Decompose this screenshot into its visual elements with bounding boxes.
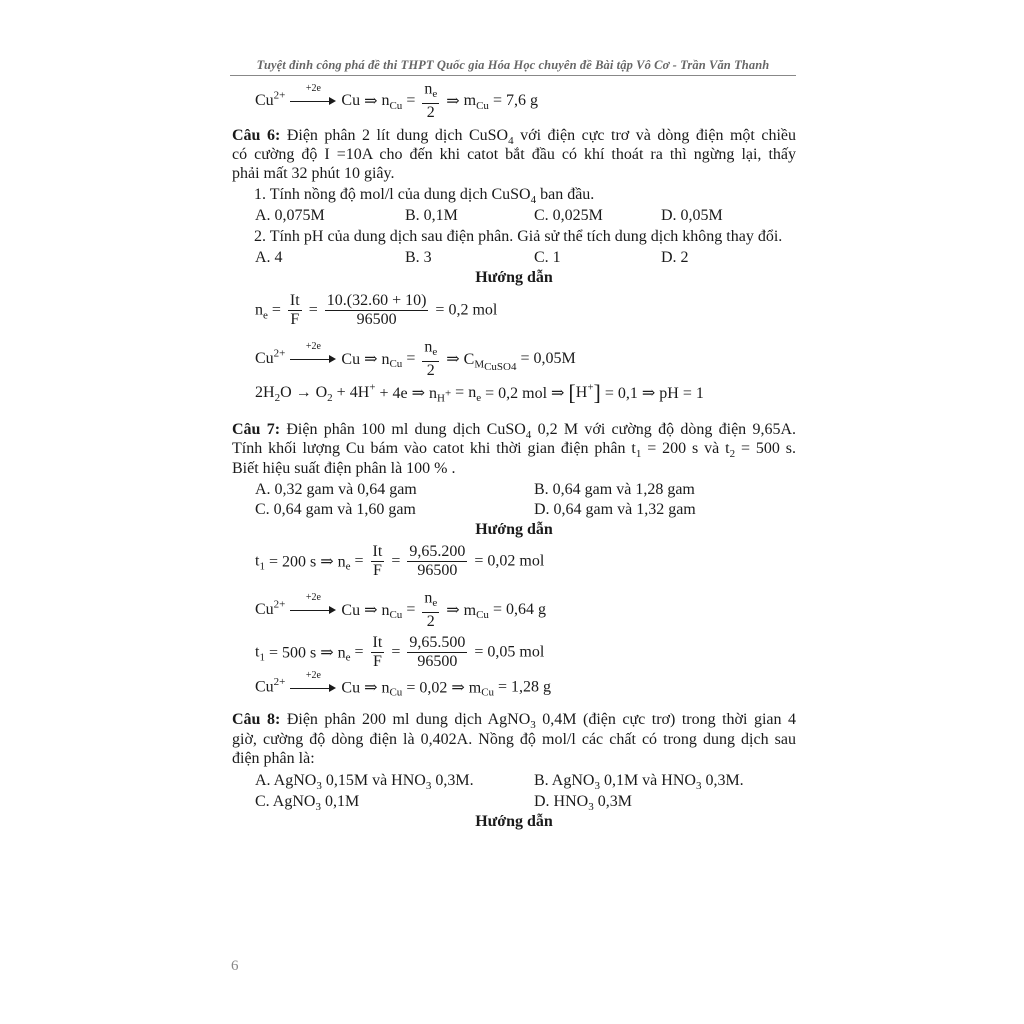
q6-opt-b: B. 0,1M [405, 207, 458, 224]
q7-opt-d: D. 0,64 gam và 1,32 gam [534, 501, 696, 518]
q7-opt-a: A. 0,32 gam và 0,64 gam [255, 481, 417, 498]
q7-eq-m1: $Cu^{2+}$ +2e Cu ⇒ $n_{Cu}$ = $\frac{n_e}{2}$ ⇒ $m_{Cu} = 0,64$ g [255, 589, 546, 631]
q6-line2: có cường độ I =10A cho đến khi catot bắt đầu có khí thoát ra thì ngừng lại, thấy [232, 146, 796, 163]
q8-line1: Câu 8: Điện phân 200 ml dung dịch AgNO$_3$ 0,4M (điện cực trơ) trong thời gian 4 [232, 711, 797, 732]
q6-sub1: 1. Tính nồng độ mol/l của dung dịch CuSO$_4$ ban đầu. [254, 186, 595, 207]
q7-line1: Câu 7: Điện phân 100 ml dung dịch CuSO$_4$ 0,2 M với cường độ dòng điện 9,65A. [232, 421, 797, 442]
q8-opt-a: A. AgNO$_3$ 0,15M và $HNO_3$ 0,3M. [255, 772, 474, 793]
page-number: 6 [231, 958, 239, 974]
q8-opt-c: C. AgNO$_3$ 0,1M [255, 793, 360, 814]
q8-opt-d: D. $HNO_3$ 0,3M [534, 793, 632, 814]
q6-sub2: 2. Tính pH của dung dịch sau điện phân. Giả sử thể tích dung dịch không thay đổi. [254, 228, 783, 245]
q7-guide-heading: Hướng dẫn [475, 521, 553, 538]
q6-eq-ne: $n_e$ = $\frac{It}{F}$ = $\frac{10.(32.60 + 10)}{96500}$ = 0,2 mol [255, 292, 498, 328]
q6-opt2-c: C. 1 [534, 249, 561, 266]
q7-eq-t2: $t_1 = 500$ s ⇒ $n_e$ = $\frac{It}{F}$ = $\frac{9,65.500}{96500}$ = 0,05 mol [255, 634, 545, 670]
q7-line3: Biết hiệu suất điện phân là 100 % . [232, 460, 456, 477]
q6-opt2-a: A. 4 [255, 249, 283, 266]
q7-eq-t1: $t_1 = 200$ s ⇒ $n_e$ = $\frac{It}{F}$ = $\frac{9,65.200}{96500}$ = 0,02 mol [255, 543, 545, 579]
q6-opt2-d: D. 2 [661, 249, 689, 266]
q6-guide-heading: Hướng dẫn [475, 269, 553, 286]
q8-guide-heading: Hướng dẫn [475, 813, 553, 830]
q6-line3: phải mất 32 phút 10 giây. [232, 165, 395, 182]
q6-eq-conc: $Cu^{2+}$ +2e Cu ⇒ $n_{Cu}$ = $\frac{n_e}{2}$ ⇒ $C_{M_{CuSO4}} = 0,05M$ [255, 338, 576, 380]
q8-line3: điện phân là: [232, 750, 315, 767]
running-header: Tuyệt đỉnh công phá đề thi THPT Quốc gia Hóa Học chuyên đề Bài tập Vô Cơ - Trần Văn Thanh [256, 58, 770, 72]
q6-opt-a: A. 0,075M [255, 207, 325, 224]
reaction-arrow: +2e [290, 603, 336, 617]
q6-line1: Câu 6: Điện phân 2 lít dung dịch CuSO$_4$ với điện cực trơ và dòng điện một chiều [232, 127, 797, 148]
q7-line2: Tính khối lượng Cu bám vào catot khi thời gian điện phân $t_1 = 200$ s và $t_2 = 500$ s. [232, 440, 797, 461]
q6-opt-c: C. 0,025M [534, 207, 603, 224]
header-rule [230, 75, 796, 76]
q8-line2: giờ, cường độ dòng điện là 0,402A. Nồng độ mol/l các chất có trong dung dịch sau [232, 731, 796, 748]
q6-eq-ph: $2H_2O \to O_2 + 4H^+ + 4e$ ⇒ $n_{H^+} = n_e = 0,2$ mol ⇒ [H+] = 0,1 ⇒ pH = 1 [255, 380, 704, 405]
q6-opt-d: D. 0,05M [661, 207, 723, 224]
equation-cu-mass: $Cu^{2+}$ +2e Cu ⇒ $n_{Cu}$ = $\frac{n_e}{2}$ ⇒ $m_{Cu} = 7,6$ g [255, 80, 538, 122]
reaction-arrow: +2e [290, 94, 336, 108]
q6-opt2-b: B. 3 [405, 249, 432, 266]
q7-opt-b: B. 0,64 gam và 1,28 gam [534, 481, 695, 498]
reaction-arrow: +2e [290, 681, 336, 695]
q7-opt-c: C. 0,64 gam và 1,60 gam [255, 501, 416, 518]
q8-opt-b: B. AgNO$_3$ 0,1M và $HNO_3$ 0,3M. [534, 772, 744, 793]
reaction-arrow: +2e [290, 352, 336, 366]
q7-eq-m2: $Cu^{2+}$ +2e Cu ⇒ $n_{Cu} = 0,02$ ⇒ $m_{Cu} = 1,28$ g [255, 669, 552, 699]
